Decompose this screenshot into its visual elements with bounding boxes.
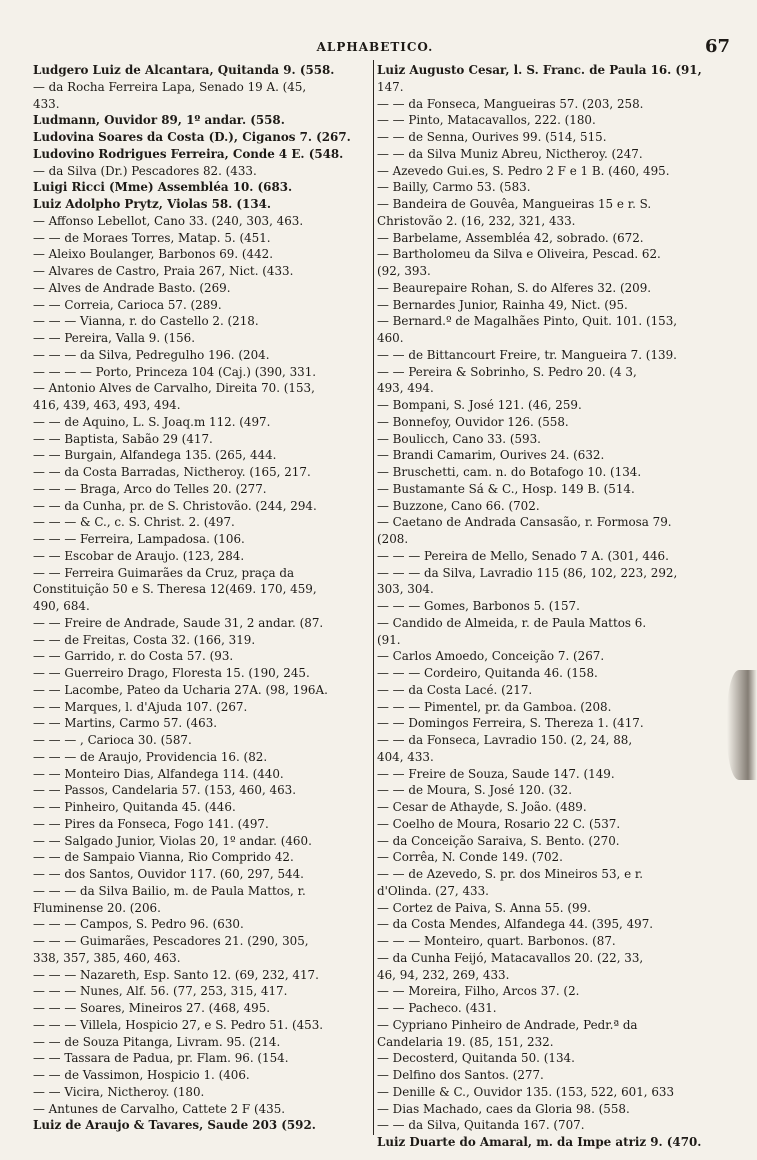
directory-entry: — — Martins, Carmo 57. (463. <box>33 716 218 731</box>
directory-entry: — Denille & C., Ouvidor 135. (153, 522, 601, 633 <box>377 1084 675 1099</box>
directory-entry: — Candido de Almeida, r. de Paula Mattos 6. <box>377 615 647 630</box>
directory-entry: — — — & C., c. S. Christ. 2. (497. <box>33 515 235 530</box>
directory-entry: — — de Souza Pitanga, Livram. 95. (214. <box>33 1034 281 1049</box>
directory-entry: — — — Monteiro, quart. Barbonos. (87. <box>377 934 616 948</box>
directory-entry: — da Rocha Ferreira Lapa, Senado 19 A. (45, <box>33 79 307 94</box>
directory-entry: — — dos Santos, Ouvidor 117. (60, 297, 544. <box>33 867 304 881</box>
directory-entry: — — Burgain, Alfandega 135. (265, 444. <box>33 448 277 463</box>
directory-entry: — Decosterd, Quitanda 50. (134. <box>377 1051 575 1066</box>
directory-entry: — — Lacombe, Pateo da Ucharia 27A. (98, 196A. <box>33 682 328 697</box>
directory-entry: 46, 94, 232, 269, 433. <box>377 967 510 982</box>
directory-entry: — Alvares de Castro, Praia 267, Nict. (433. <box>33 264 294 278</box>
directory-entry: — Buzzone, Cano 66. (702. <box>377 498 540 513</box>
directory-entry: — — Pinto, Matacavallos, 222. (180. <box>377 113 596 128</box>
directory-entry: — — — , Carioca 30. (587. <box>33 733 192 747</box>
directory-entry: 404, 433. <box>377 749 434 764</box>
directory-entry: — — Vicira, Nictheroy. (180. <box>33 1084 205 1099</box>
directory-entry: Candelaria 19. (85, 151, 232. <box>377 1034 554 1049</box>
directory-entry: Luiz Augusto Cesar, l. S. Franc. de Paula 16. (91, <box>377 63 702 77</box>
directory-entry: — — — Pimentel, pr. da Gamboa. (208. <box>377 699 612 714</box>
directory-entry: — Bustamante Sá & C., Hosp. 149 B. (514. <box>377 481 635 496</box>
directory-entry: — — — Villela, Hospicio 27, e S. Pedro 51. (453. <box>33 1017 324 1032</box>
directory-entry: — — — Braga, Arco do Telles 20. (277. <box>33 481 267 496</box>
directory-entry: — Carlos Amoedo, Conceição 7. (267. <box>377 649 605 664</box>
directory-entry: — Bruschetti, cam. n. do Botafogo 10. (134. <box>377 465 642 479</box>
directory-entry: — — da Costa Barradas, Nictheroy. (165, 217. <box>33 465 311 479</box>
directory-entry: — Bompani, S. José 121. (46, 259. <box>377 398 582 412</box>
directory-entry: — — — da Silva, Pedregulho 196. (204. <box>33 347 270 362</box>
directory-entry: — Brandi Camarim, Ourives 24. (632. <box>377 448 605 463</box>
directory-entry: — — Freire de Andrade, Saude 31, 2 andar. (87. <box>33 615 324 630</box>
directory-entry: (92, 393. <box>377 264 431 278</box>
directory-entry: 433. <box>33 96 60 111</box>
directory-entry: — — Guerreiro Drago, Floresta 15. (190, 245. <box>33 666 310 680</box>
directory-entry: — Barbelame, Assembléa 42, sobrado. (672. <box>377 230 644 245</box>
directory-entry: — Bandeira de Gouvêa, Mangueiras 15 e r. S. <box>377 197 652 211</box>
binding-shadow <box>727 670 757 780</box>
directory-entry: — da Silva (Dr.) Pescadores 82. (433. <box>33 163 257 178</box>
directory-entry: — — — Soares, Mineiros 27. (468, 495. <box>33 1001 271 1015</box>
directory-entry: 490, 684. <box>33 599 90 613</box>
directory-entry: — Bernard.º de Magalhães Pinto, Quit. 101. (153, <box>377 314 678 329</box>
directory-entry: — — Pinheiro, Quitanda 45. (446. <box>33 800 236 814</box>
directory-entry: — — Pacheco. (431. <box>377 1001 497 1015</box>
directory-entry: — da Conceição Saraiva, S. Bento. (270. <box>377 833 620 848</box>
directory-entry: — — Moreira, Filho, Arcos 37. (2. <box>377 984 580 999</box>
directory-entry: Luiz de Araujo & Tavares, Saude 203 (592. <box>33 1118 316 1133</box>
directory-entry: — — Pires da Fonseca, Fogo 141. (497. <box>33 816 269 831</box>
directory-entry: (91. <box>377 632 401 647</box>
directory-entry: — Alves de Andrade Basto. (269. <box>33 280 231 295</box>
directory-entry: — Cypriano Pinheiro de Andrade, Pedr.ª da <box>377 1017 638 1032</box>
directory-entry: 460. <box>377 331 404 345</box>
directory-entry: Ludgero Luiz de Alcantara, Quitanda 9. (558. <box>33 63 335 77</box>
directory-entry: — — — Vianna, r. do Castello 2. (218. <box>33 314 259 329</box>
directory-entry: — — — Guimarães, Pescadores 21. (290, 305, <box>33 934 309 948</box>
directory-entry: — — Baptista, Sabão 29 (417. <box>33 431 213 446</box>
directory-entry: — — de Bittancourt Freire, tr. Mangueira 7. (139. <box>377 347 677 362</box>
directory-entry: — — da Cunha, pr. de S. Christovão. (244, 294. <box>33 498 317 513</box>
directory-entry: — Cortez de Paiva, S. Anna 55. (99. <box>377 900 591 915</box>
directory-entry: — Antunes de Carvalho, Cattete 2 F (435. <box>33 1101 286 1116</box>
directory-entry: — Dias Machado, caes da Gloria 98. (558. <box>377 1101 630 1116</box>
directory-entry: — — Tassara de Padua, pr. Flam. 96. (154. <box>33 1051 289 1066</box>
directory-entry: — Azevedo Gui.es, S. Pedro 2 F e 1 B. (460, 495. <box>377 163 670 178</box>
directory-entry: — Aleixo Boulanger, Barbonos 69. (442. <box>33 247 274 262</box>
directory-entry: Luigi Ricci (Mme) Assembléa 10. (683. <box>33 180 293 195</box>
directory-entry: — — de Freitas, Costa 32. (166, 319. <box>33 632 256 647</box>
directory-entry: — — Pereira & Sobrinho, S. Pedro 20. (4 3, <box>377 364 637 379</box>
directory-entry: — — Monteiro Dias, Alfandega 114. (440. <box>33 766 284 781</box>
directory-entry: — — Ferreira Guimarães da Cruz, praça da <box>33 565 295 580</box>
directory-entry: — — Marques, l. d'Ajuda 107. (267. <box>33 699 248 714</box>
directory-entry: — Bonnefoy, Ouvidor 126. (558. <box>377 414 569 429</box>
directory-entry: — — de Senna, Ourives 99. (514, 515. <box>377 130 607 144</box>
directory-entry: — Corrêa, N. Conde 149. (702. <box>377 850 563 865</box>
directory-entry: — — de Moura, S. José 120. (32. <box>377 783 573 798</box>
directory-entry: — — Garrido, r. do Costa 57. (93. <box>33 649 234 664</box>
directory-entry: — — — Pereira de Mello, Senado 7 A. (301, 446. <box>377 548 669 563</box>
directory-entry: — Caetano de Andrada Cansasão, r. Formosa 79. <box>377 515 672 530</box>
directory-entry: — Antonio Alves de Carvalho, Direita 70. (153, <box>33 381 315 396</box>
directory-entry: (208. <box>377 532 409 546</box>
directory-entry: — Bartholomeu da Silva e Oliveira, Pescad. 62. <box>377 247 661 262</box>
directory-entry: 493, 494. <box>377 381 434 396</box>
directory-entry: — — de Sampaio Vianna, Rio Comprido 42. <box>33 850 294 865</box>
directory-entry: d'Olinda. (27, 433. <box>377 883 489 898</box>
directory-entry: Ludovino Rodrigues Ferreira, Conde 4 E. (548. <box>33 146 344 161</box>
directory-entry: — — — Campos, S. Pedro 96. (630. <box>33 917 244 932</box>
directory-entry: — — Domingos Ferreira, S. Thereza 1. (417. <box>377 716 644 731</box>
directory-entry: Christovão 2. (16, 232, 321, 433. <box>377 213 576 228</box>
left-column <box>33 62 376 1134</box>
directory-entry: 338, 357, 385, 460, 463. <box>33 950 181 965</box>
directory-entry: Constituição 50 e S. Theresa 12(469. 170, 459, <box>33 582 317 597</box>
directory-entry: 147. <box>377 79 404 94</box>
directory-entry: 416, 439, 463, 493, 494. <box>33 398 181 412</box>
directory-entry: — Bernardes Junior, Rainha 49, Nict. (95. <box>377 297 628 312</box>
directory-entry: — — — da Silva Bailio, m. de Paula Mattos, r. <box>33 883 306 898</box>
directory-entry: — — da Fonseca, Lavradio 150. (2, 24, 88, <box>377 733 633 747</box>
directory-entry: Ludmann, Ouvidor 89, 1º andar. (558. <box>33 113 285 128</box>
page-header <box>30 36 730 58</box>
directory-entry: — — de Azevedo, S. pr. dos Mineiros 53, e r. <box>377 867 644 881</box>
directory-entry: — — da Silva, Quitanda 167. (707. <box>377 1118 585 1133</box>
directory-entry: — — da Fonseca, Mangueiras 57. (203, 258. <box>377 96 644 111</box>
right-column <box>377 62 717 1151</box>
directory-entry: — — — Ferreira, Lampadosa. (106. <box>33 532 245 546</box>
directory-entry: — Cesar de Athayde, S. João. (489. <box>377 800 587 814</box>
directory-entry: — Beaurepaire Rohan, S. do Alferes 32. (209. <box>377 280 652 295</box>
directory-entry: — Coelho de Moura, Rosario 22 C. (537. <box>377 816 621 831</box>
directory-entry: — — — Nazareth, Esp. Santo 12. (69, 232, 417. <box>33 967 319 982</box>
directory-entry: — — Pereira, Valla 9. (156. <box>33 331 195 345</box>
directory-entry: — — de Moraes Torres, Matap. 5. (451. <box>33 230 271 245</box>
directory-entry: — — — Gomes, Barbonos 5. (157. <box>377 599 580 613</box>
directory-entry: — — Correia, Carioca 57. (289. <box>33 297 222 312</box>
directory-entry: — — de Aquino, L. S. Joaq.m 112. (497. <box>33 414 271 429</box>
directory-entry: — — Passos, Candelaria 57. (153, 460, 463. <box>33 783 296 798</box>
directory-entry: Luiz Duarte do Amaral, m. da Impe atriz 9. (470. <box>377 1135 702 1149</box>
directory-entry: — — — — Porto, Princeza 104 (Caj.) (390, 331. <box>33 364 317 379</box>
directory-entry: Fluminense 20. (206. <box>33 900 161 915</box>
directory-entry: — — — da Silva, Lavradio 115 (86, 102, 223, 292, <box>377 565 678 580</box>
directory-entry: — — da Costa Lacé. (217. <box>377 682 533 697</box>
directory-entry: Ludovina Soares da Costa (D.), Ciganos 7. (267. <box>33 130 351 144</box>
directory-entry: — — — Cordeiro, Quitanda 46. (158. <box>377 666 598 680</box>
directory-entry: — da Costa Mendes, Alfandega 44. (395, 497. <box>377 917 654 932</box>
directory-entry: — Delfino dos Santos. (277. <box>377 1068 544 1082</box>
directory-entry: 303, 304. <box>377 582 434 597</box>
directory-entry: — Bailly, Carmo 53. (583. <box>377 180 531 195</box>
directory-entry: — — — Nunes, Alf. 56. (77, 253, 315, 417. <box>33 984 288 999</box>
directory-entry: — — de Vassimon, Hospicio 1. (406. <box>33 1068 250 1082</box>
directory-entry: — — Salgado Junior, Violas 20, 1º andar. (460. <box>33 833 312 848</box>
directory-entry: — — Freire de Souza, Saude 147. (149. <box>377 766 615 781</box>
directory-entry: — — da Silva Muniz Abreu, Nictheroy. (247. <box>377 146 643 161</box>
directory-entry: — — Escobar de Araujo. (123, 284. <box>33 548 245 563</box>
directory-entry: — da Cunha Feijó, Matacavallos 20. (22, 33, <box>377 950 644 965</box>
directory-entry: — — — de Araujo, Providencia 16. (82. <box>33 749 268 764</box>
directory-entry: — Affonso Lebellot, Cano 33. (240, 303, 463. <box>33 213 304 228</box>
directory-entry: Luiz Adolpho Prytz, Violas 58. (134. <box>33 197 272 211</box>
page-number: 67 <box>704 36 730 57</box>
running-title: ALPHABETICO. <box>316 40 434 54</box>
directory-entry: — Boulicch, Cano 33. (593. <box>377 431 541 446</box>
